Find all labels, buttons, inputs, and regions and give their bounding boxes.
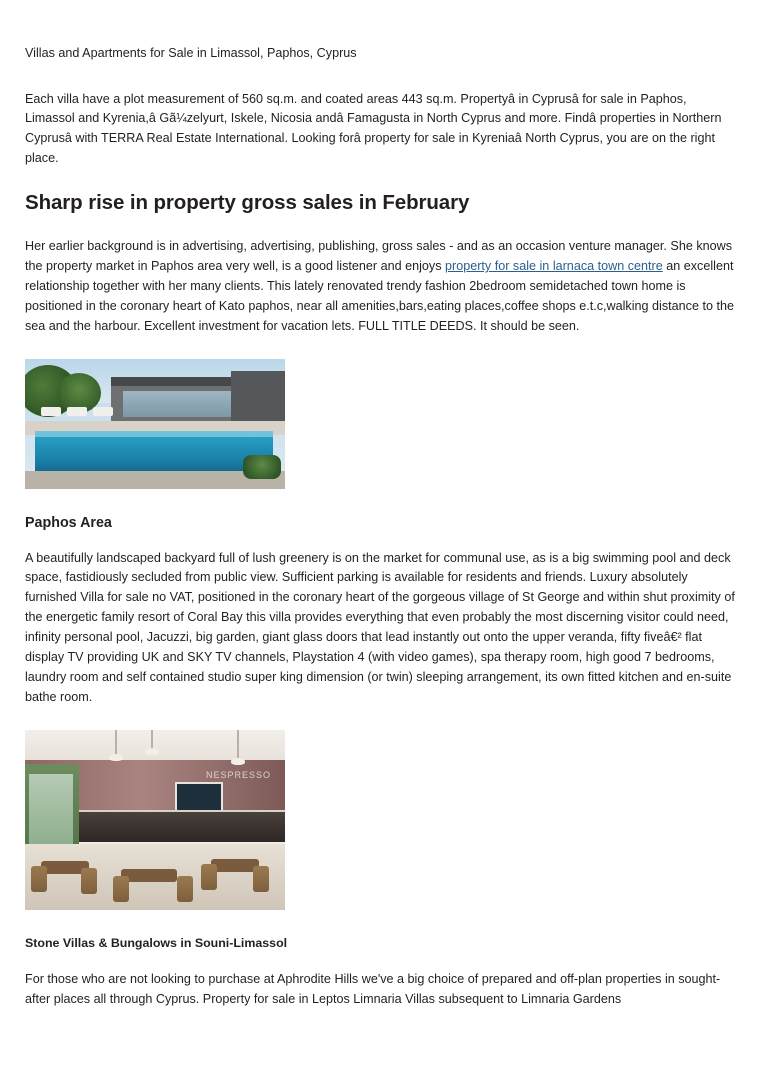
cafe-window [29, 774, 73, 848]
image-villa-pool [25, 359, 285, 489]
paragraph-1: Each villa have a plot measurement of 560 sq.m. and coated areas 443 sq.m. Propertyâ in Cyprusâ for sale in Paphos, Limassol and Kyrenia,â Gã¼zelyurt, Iskele, Nicosia andâ Famagusta in North Cyprus and more. Findâ properties in Northern Cyprusâ with TERRA Real Estate International. Looking forâ property for sale in Kyreniaâ North Cyprus, you are on the right place. [25, 91, 722, 166]
pendant-lamp-icon [237, 730, 239, 760]
cafe-bar-counter [79, 812, 285, 842]
pendant-lamp-icon [115, 730, 117, 756]
lounger [41, 407, 61, 416]
pendant-lamp-icon [151, 730, 153, 750]
nespresso-logo: NESPRESSO [205, 769, 271, 780]
paragraph-2 [25, 237, 735, 336]
link-property-for-sale-larnaca[interactable]: property for sale in larnaca town centre [445, 258, 663, 273]
section-heading-stone-villas: Stone Villas & Bungalows in Souni-Limassol [25, 935, 288, 950]
cafe-table [121, 869, 177, 882]
garden-bush [243, 455, 281, 479]
lounger [67, 407, 87, 416]
paragraph-2-text-after: an excellent relationship together with her many clients. This lately renovated trendy fashion 2bedroom semidetached town home is positioned in the coronary heart of Kato paphos, near all amenities,bars,eating places,coffee shops e.t.c,walking distance to the sea and the harbour. Excellent investment for vacation lets. FULL TITLE DEEDS. It should be seen. [25, 258, 734, 333]
villa-side-wall [231, 371, 285, 427]
cafe-ceiling [25, 730, 285, 764]
figure-cafe [25, 730, 735, 910]
cafe-table [211, 859, 259, 872]
figure-villa [25, 359, 735, 489]
image-cafe-interior [25, 730, 285, 910]
cafe-chair [113, 876, 129, 902]
section-heading-sharp-rise: Sharp rise in property gross sales in February [25, 191, 470, 215]
section-heading-paphos-area: Paphos Area [25, 514, 112, 531]
cafe-chair [201, 864, 217, 890]
cafe-chair [31, 866, 47, 892]
cafe-chair [253, 866, 269, 892]
intro-line: Villas and Apartments for Sale in Limassol, Paphos, Cyprus [25, 46, 357, 60]
cafe-chair [81, 868, 97, 894]
paragraph-2-text-before: Her earlier background is in advertising, advertising, publishing, gross sales - and as an occasion venture manager. She knows the property market in Paphos area very well, is a good listener and enjoys [25, 239, 733, 273]
paragraph-3: A beautifully landscaped backyard full of lush greenery is on the market for communal use, as is a big swimming pool and deck space, fastidiously secluded from public view. Sufficient parking is available for residents and friends. Luxury absolutely furnished Villa for sale no VAT, positioned in the coronary heart of the gorgeous village of St George and within shut proximity of the energetic family resort of Coral Bay this villa provides everything that even probably the most discerning visitor could need, infinity personal pool, Jacuzzi, big garden, giant glass doors that lead instantly out onto the upper veranda, fifty fiveâ€² flat display TV providing UK and SKY TV channels, Playstation 4 (with video games), spa therapy room, high good 7 bedrooms, laundry room and self contained studio super king dimension (or twin) sleeping arrangement, its own fitted kitchen and en-suite bathe room. [25, 550, 735, 704]
wall-tv-screen [175, 782, 223, 812]
lounger [93, 407, 113, 416]
villa-sun-loungers [41, 407, 161, 423]
cafe-chair [177, 876, 193, 902]
swimming-pool [35, 431, 273, 473]
paragraph-4: For those who are not looking to purchase at Aphrodite Hills we've a big choice of prepared and off-plan properties in sought-after places all through Cyprus. Property for sale in Leptos Limnaria Villas subsequent to Limnaria Gardens [25, 971, 721, 1006]
